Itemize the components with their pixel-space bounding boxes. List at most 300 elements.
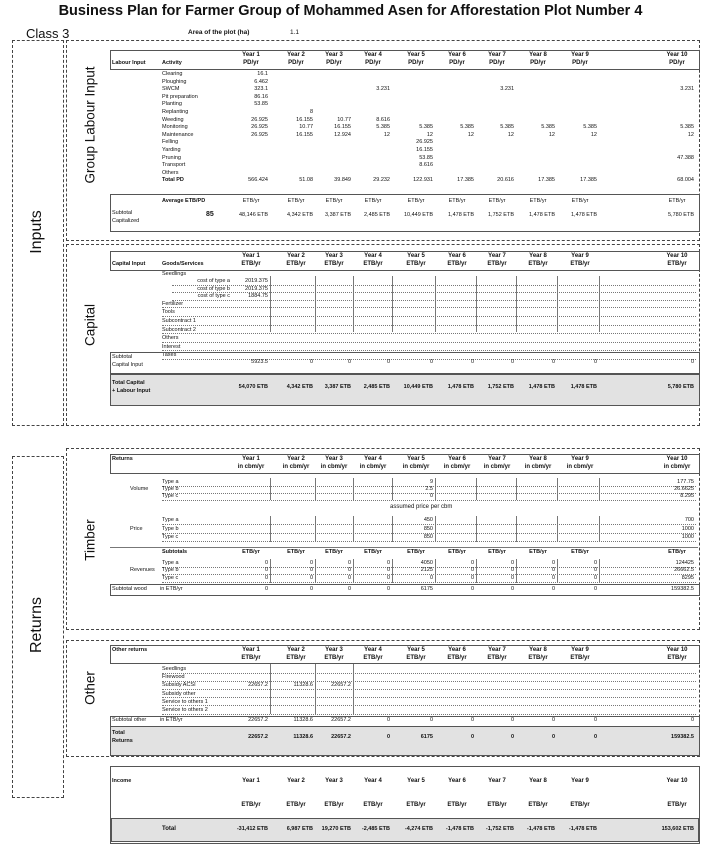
other-year-header: Year 7 bbox=[488, 647, 506, 653]
timber-revenue-cell: 0 bbox=[470, 575, 474, 581]
timber-etb-unit: ETB/yr bbox=[571, 549, 589, 555]
labour-cell: 8.616 bbox=[419, 162, 433, 169]
timber-year-header: Year 2 bbox=[287, 456, 305, 462]
labour-cell: 323.1 bbox=[254, 86, 268, 93]
other-year-header: Year 9 bbox=[571, 647, 589, 653]
labour-cell: 12 bbox=[426, 131, 433, 138]
column-rule bbox=[476, 276, 477, 332]
labour-unit-header: PD/yr bbox=[408, 60, 424, 66]
income-total-cell: -1,478 ETB bbox=[568, 826, 597, 832]
capital-year-header: Year 9 bbox=[571, 253, 589, 259]
seed-cost-value: 2019.375 bbox=[245, 285, 268, 292]
column-rule bbox=[557, 276, 558, 332]
timber-unit-header: in cbm/yr bbox=[443, 464, 471, 470]
subtotal-other-cell: 0 bbox=[510, 717, 514, 723]
timber-etb-unit: ETB/yr bbox=[242, 549, 260, 555]
subtotal-other-cell: 22657.2 bbox=[248, 717, 268, 723]
total-returns-cell: 159382.5 bbox=[671, 734, 694, 740]
capital-year-header: Year 3 bbox=[325, 253, 343, 259]
labour-subtotal-cell: 1,478 ETB bbox=[571, 212, 597, 218]
returns-section-label: Returns bbox=[28, 596, 45, 654]
total-returns-cell: 0 bbox=[470, 734, 474, 740]
timber-etb-unit: ETB/yr bbox=[488, 549, 506, 555]
timber-revenue-cell: 0 bbox=[551, 567, 555, 573]
labour-year-header: Year 7 bbox=[488, 52, 506, 58]
labour-cell: 5.385 bbox=[583, 124, 597, 131]
capital-subtotal-cell: 0 bbox=[551, 359, 555, 365]
labour-activity-label: Clearing bbox=[162, 71, 183, 77]
other-item-label: Service to others 1 bbox=[162, 698, 208, 705]
income-year-header: Year 1 bbox=[242, 778, 260, 784]
labour-etb-unit: ETB/yr bbox=[242, 198, 260, 204]
income-unit-header: ETB/yr bbox=[324, 802, 344, 808]
labour-cell: 5.385 bbox=[419, 124, 433, 131]
income-unit-header: ETB/yr bbox=[528, 802, 548, 808]
capital-subtotal-cell: 0 bbox=[470, 359, 474, 365]
other-unit-header: ETB/yr bbox=[447, 655, 467, 661]
total-capital-cell: 4,342 ETB bbox=[286, 384, 313, 390]
labour-etb-unit: ETB/yr bbox=[488, 198, 506, 204]
capital-unit-header: ETB/yr bbox=[667, 261, 687, 267]
column-rule bbox=[599, 516, 600, 542]
labour-cell: 16.155 bbox=[334, 124, 351, 131]
capital-item-label: Subcontract 2 bbox=[162, 326, 196, 333]
column-rule bbox=[476, 516, 477, 542]
income-total-cell: -1,478 ETB bbox=[526, 826, 555, 832]
column-rule bbox=[476, 559, 477, 583]
labour-activity-label: Others bbox=[162, 169, 179, 176]
capital-subtotal-cell: 0 bbox=[309, 359, 313, 365]
total-returns-cell: 0 bbox=[386, 734, 390, 740]
total-capital-cell: 1,752 ETB bbox=[487, 384, 514, 390]
labour-total-cell: 122.931 bbox=[413, 177, 433, 184]
other-item-label: Firewood bbox=[162, 674, 185, 681]
rule bbox=[162, 697, 696, 698]
timber-revenue-cell: 0 bbox=[429, 575, 433, 581]
income-total-cell: 153,602 ETB bbox=[661, 826, 694, 832]
capital-year-header: Year 6 bbox=[448, 253, 466, 259]
rule bbox=[162, 307, 696, 308]
column-rule bbox=[270, 478, 271, 500]
timber-revenue-cell: 0 bbox=[386, 567, 390, 573]
labour-unit-header: PD/yr bbox=[530, 60, 546, 66]
income-year-header: Year 2 bbox=[287, 778, 305, 784]
column-rule bbox=[516, 478, 517, 500]
labour-cell: 26.925 bbox=[251, 124, 268, 131]
avg-value: 85 bbox=[206, 211, 214, 218]
subtotal-wood-cell: 159382.5 bbox=[671, 586, 694, 592]
page-title: Business Plan for Farmer Group of Mohammed Asen for Afforestation Plot Number 4 bbox=[58, 3, 643, 19]
timber-unit-header: in cbm/yr bbox=[566, 464, 594, 470]
subtotal-other-label-1: Subtotal other bbox=[112, 717, 147, 723]
timber-year-header: Year 4 bbox=[364, 456, 382, 462]
labour-total-cell: 17.385 bbox=[538, 177, 555, 184]
labour-subtotal-cell: 1,478 ETB bbox=[448, 212, 474, 218]
timber-revenue-cell: 0 bbox=[510, 575, 514, 581]
other-unit-header: ETB/yr bbox=[487, 655, 507, 661]
income-year-header: Year 8 bbox=[529, 778, 547, 784]
income-total-cell: -2,485 ETB bbox=[361, 826, 390, 832]
capital-item-label: Tools bbox=[162, 309, 175, 316]
column-rule bbox=[392, 478, 393, 500]
area-value: 1.1 bbox=[290, 29, 300, 36]
column-rule bbox=[435, 276, 436, 332]
total-returns-cell: 22657.2 bbox=[248, 734, 268, 740]
labour-year-header: Year 8 bbox=[529, 52, 547, 58]
other-unit-header: ETB/yr bbox=[406, 655, 426, 661]
column-rule bbox=[599, 478, 600, 500]
revenue-type-label: Type b bbox=[162, 567, 179, 573]
total-returns-cell: 11328.6 bbox=[293, 734, 313, 740]
column-rule bbox=[392, 559, 393, 583]
other-unit-header: ETB/yr bbox=[363, 655, 383, 661]
timber-revenue-cell: 0 bbox=[593, 567, 597, 573]
rule bbox=[162, 342, 696, 343]
rule bbox=[162, 582, 696, 583]
subtotal-wood-label-1: Subtotal wood bbox=[112, 586, 147, 592]
timber-type-label: Type c bbox=[162, 493, 179, 499]
rule bbox=[162, 333, 696, 334]
labour-unit-header: PD/yr bbox=[365, 60, 381, 66]
column-rule bbox=[353, 559, 354, 583]
timber-etb-unit: ETB/yr bbox=[668, 549, 686, 555]
capital-unit-header: ETB/yr bbox=[324, 261, 344, 267]
capital-unit-header: ETB/yr bbox=[487, 261, 507, 267]
column-rule bbox=[557, 559, 558, 583]
timber-etb-unit: ETB/yr bbox=[448, 549, 466, 555]
timber-etb-unit: ETB/yr bbox=[407, 549, 425, 555]
subtotal-other-cell: 0 bbox=[429, 717, 433, 723]
labour-year-header: Year 6 bbox=[448, 52, 466, 58]
column-rule bbox=[516, 516, 517, 542]
timber-revenue-cell: 0 bbox=[551, 575, 555, 581]
column-rule bbox=[435, 559, 436, 583]
timber-revenue-cell: 0 bbox=[264, 567, 268, 573]
timber-etb-unit: ETB/yr bbox=[529, 549, 547, 555]
income-unit-header: ETB/yr bbox=[363, 802, 383, 808]
timber-etb-unit: ETB/yr bbox=[325, 549, 343, 555]
other-cell: 22657.2 bbox=[331, 682, 351, 689]
total-returns-cell: 0 bbox=[551, 734, 555, 740]
labour-activity-label: Pruning bbox=[162, 154, 181, 161]
subtotal-wood-cell: 0 bbox=[551, 586, 555, 592]
column-rule bbox=[557, 516, 558, 542]
labour-activity-label: Monitoring bbox=[162, 124, 188, 131]
subtotal-wood-cell: 0 bbox=[510, 586, 514, 592]
labour-corner: Labour Input bbox=[112, 60, 146, 66]
total-capital-cell: 2,485 ETB bbox=[363, 384, 390, 390]
labour-cell: 10.77 bbox=[337, 116, 351, 123]
other-year-header: Year 10 bbox=[666, 647, 688, 653]
total-returns-label-1: Total bbox=[112, 730, 125, 736]
revenues-label: Revenues bbox=[130, 567, 155, 573]
other-unit-header: ETB/yr bbox=[324, 655, 344, 661]
labour-etb-unit: ETB/yr bbox=[448, 198, 466, 204]
activity-header: Activity bbox=[162, 60, 182, 66]
labour-unit-header: PD/yr bbox=[288, 60, 304, 66]
capital-subtotal-cell: 0 bbox=[386, 359, 390, 365]
column-rule bbox=[353, 478, 354, 500]
income-total-cell: -4,274 ETB bbox=[404, 826, 433, 832]
inputs-section-label: Inputs bbox=[28, 210, 45, 254]
labour-unit-header: PD/yr bbox=[489, 60, 505, 66]
rule bbox=[162, 689, 696, 690]
subtotal-wood-label-2: in ETB/yr bbox=[160, 586, 183, 592]
labour-unit-header: PD/yr bbox=[449, 60, 465, 66]
labour-activity-label: Maintenance bbox=[162, 131, 194, 138]
seed-cost-label: cost of type b bbox=[197, 285, 230, 292]
timber-etb-unit: ETB/yr bbox=[364, 549, 382, 555]
other-unit-header: ETB/yr bbox=[286, 655, 306, 661]
area-label: Area of the plot (ha) bbox=[188, 29, 250, 36]
other-unit-header: ETB/yr bbox=[667, 655, 687, 661]
labour-cell: 5.385 bbox=[680, 124, 694, 131]
income-year-header: Year 4 bbox=[364, 778, 382, 784]
labour-cell: 86.16 bbox=[254, 93, 268, 100]
other-item-label: Subsidy other bbox=[162, 690, 196, 697]
timber-price-cell: 850 bbox=[423, 526, 433, 532]
capital-corner: Capital Input bbox=[112, 261, 146, 267]
capital-subtotal-cell: 0 bbox=[347, 359, 351, 365]
labour-cell: 12 bbox=[383, 131, 390, 138]
subtotal-other-label-2: in ETB/yr bbox=[160, 717, 183, 723]
timber-year-header: Year 10 bbox=[666, 456, 688, 462]
total-capital-cell: 1,478 ETB bbox=[570, 384, 597, 390]
timber-unit-header: in cbm/yr bbox=[524, 464, 552, 470]
timber-year-header: Year 1 bbox=[242, 456, 260, 462]
labour-subtotal-cell: 10,449 ETB bbox=[403, 212, 433, 218]
rule bbox=[162, 325, 696, 326]
revenue-type-label: Type c bbox=[162, 575, 179, 581]
labour-year-header: Year 1 bbox=[242, 52, 260, 58]
labour-etb-unit: ETB/yr bbox=[325, 198, 343, 204]
timber-revenue-cell: 0 bbox=[309, 575, 313, 581]
labour-activity-label: Replanting bbox=[162, 109, 189, 115]
total-returns-cell: 6175 bbox=[420, 734, 433, 740]
price-label: Price bbox=[130, 526, 143, 532]
labour-total-cell: 51.08 bbox=[299, 177, 313, 184]
column-rule bbox=[392, 516, 393, 542]
capital-unit-header: ETB/yr bbox=[363, 261, 383, 267]
total-returns-box bbox=[110, 726, 700, 756]
subtotal-other-cell: 0 bbox=[551, 717, 555, 723]
timber-unit-header: in cbm/yr bbox=[483, 464, 511, 470]
seedlings-label: Seedlings bbox=[162, 271, 187, 277]
capital-year-header: Year 8 bbox=[529, 253, 547, 259]
labour-year-header: Year 5 bbox=[407, 52, 425, 58]
timber-year-header: Year 5 bbox=[407, 456, 425, 462]
timber-price-cell: 450 bbox=[423, 517, 433, 523]
timber-year-header: Year 8 bbox=[529, 456, 547, 462]
income-total-label: Total bbox=[162, 826, 176, 832]
column-rule bbox=[599, 559, 600, 583]
labour-year-header: Year 10 bbox=[666, 52, 688, 58]
capital-year-header: Year 2 bbox=[287, 253, 305, 259]
total-capital-cell: 54,070 ETB bbox=[238, 384, 268, 390]
column-rule bbox=[270, 276, 271, 332]
labour-subtotal-cell: 2,485 ETB bbox=[364, 212, 390, 218]
labour-cell: 3.231 bbox=[680, 86, 694, 93]
other-year-header: Year 2 bbox=[287, 647, 305, 653]
subtotal-other-cell: 0 bbox=[470, 717, 474, 723]
rule bbox=[110, 547, 698, 548]
timber-revenue-cell: 0 bbox=[510, 567, 514, 573]
labour-cell: 3.231 bbox=[500, 86, 514, 93]
income-unit-header: ETB/yr bbox=[487, 802, 507, 808]
income-unit-header: ETB/yr bbox=[406, 802, 426, 808]
labour-cell: 53.85 bbox=[419, 154, 433, 161]
timber-revenue-cell: 0 bbox=[264, 575, 268, 581]
labour-total-cell: 29.232 bbox=[373, 177, 390, 184]
other-unit-header: ETB/yr bbox=[570, 655, 590, 661]
timber-revenue-cell: 8295 bbox=[681, 575, 694, 581]
income-unit-header: ETB/yr bbox=[241, 802, 261, 808]
column-rule bbox=[516, 276, 517, 332]
timber-unit-header: in cbm/yr bbox=[663, 464, 691, 470]
other-cell: 11328.6 bbox=[293, 682, 313, 689]
capital-year-header: Year 7 bbox=[488, 253, 506, 259]
labour-activity-label: Transport bbox=[162, 162, 186, 169]
timber-revenue-cell: 0 bbox=[347, 575, 351, 581]
capital-subtotal-cell: 5923.5 bbox=[251, 359, 268, 365]
total-returns-cell: 0 bbox=[510, 734, 514, 740]
labour-cell: 26.925 bbox=[416, 139, 433, 146]
column-rule bbox=[270, 559, 271, 583]
labour-activity-label: Pit preparation bbox=[162, 93, 198, 100]
subtotal-other-cell: 0 bbox=[593, 717, 597, 723]
labour-cell: 12 bbox=[467, 131, 474, 138]
subtotal-wood-cell: 0 bbox=[347, 586, 351, 592]
timber-revenue-cell: 0 bbox=[309, 560, 313, 566]
assumed-price-note: assumed price per cbm bbox=[390, 504, 453, 510]
labour-total-cell: 20.616 bbox=[497, 177, 514, 184]
capital-unit-header: ETB/yr bbox=[286, 261, 306, 267]
labour-etb-unit: ETB/yr bbox=[287, 198, 305, 204]
rule bbox=[162, 673, 696, 674]
labour-cell: 47.388 bbox=[677, 154, 694, 161]
capital-item-label: Interest bbox=[162, 343, 181, 350]
labour-cell: 26.925 bbox=[251, 116, 268, 123]
timber-revenue-cell: 0 bbox=[551, 560, 555, 566]
capital-unit-header: ETB/yr bbox=[528, 261, 548, 267]
timber-volume-cell: 26.6625 bbox=[674, 486, 694, 492]
timber-type-label: Type b bbox=[162, 486, 179, 492]
labour-year-header: Year 4 bbox=[364, 52, 382, 58]
labour-year-header: Year 9 bbox=[571, 52, 589, 58]
column-rule bbox=[599, 276, 600, 332]
labour-subtotal-cell: 1,752 ETB bbox=[488, 212, 514, 218]
subtotal-other-cell: 0 bbox=[690, 717, 694, 723]
labour-cell: 12 bbox=[507, 131, 514, 138]
labour-subtotal-cell: 48,146 ETB bbox=[238, 212, 268, 218]
column-rule bbox=[315, 664, 316, 714]
column-rule bbox=[353, 516, 354, 542]
labour-cell: 16.155 bbox=[416, 147, 433, 153]
labour-cell: 5.385 bbox=[541, 124, 555, 131]
labour-cell: 8 bbox=[309, 109, 313, 115]
labour-cell: 6.462 bbox=[254, 78, 268, 85]
labour-cell: 12 bbox=[590, 131, 597, 138]
capital-section-label: Capital bbox=[82, 303, 98, 347]
labour-activity-label: Felling bbox=[162, 139, 179, 146]
seed-cost-label: cost of type a bbox=[197, 278, 230, 284]
subtotal-other-cell: 11328.6 bbox=[293, 717, 313, 723]
income-unit-header: ETB/yr bbox=[667, 802, 687, 808]
other-item-label: Subsidy ACSI bbox=[162, 682, 196, 689]
other-year-header: Year 3 bbox=[325, 647, 343, 653]
other-year-header: Year 4 bbox=[364, 647, 382, 653]
timber-volume-cell: 0 bbox=[429, 493, 433, 499]
subtotal-wood-cell: 0 bbox=[309, 586, 313, 592]
volume-label: Volume bbox=[130, 486, 149, 492]
labour-etb-unit: ETB/yr bbox=[364, 198, 382, 204]
timber-unit-header: in cbm/yr bbox=[359, 464, 387, 470]
price-type-label: Type a bbox=[162, 517, 179, 523]
income-total-cell: -1,478 ETB bbox=[445, 826, 474, 832]
timber-revenue-cell: 0 bbox=[386, 560, 390, 566]
goods-header: Goods/Services bbox=[162, 261, 204, 267]
seed-cost-value: 2019.375 bbox=[245, 278, 268, 284]
labour-activity-label: Planting bbox=[162, 101, 182, 108]
capital-item-label: Fertilizer bbox=[162, 300, 184, 307]
income-total-cell: 19,270 ETB bbox=[321, 826, 351, 832]
timber-volume-cell: 2.5 bbox=[425, 486, 433, 492]
column-rule bbox=[392, 276, 393, 332]
labour-unit-header: PD/yr bbox=[243, 60, 259, 66]
column-rule bbox=[353, 276, 354, 332]
timber-volume-cell: 177.75 bbox=[677, 479, 694, 485]
income-year-header: Year 3 bbox=[325, 778, 343, 784]
income-total-cell: 6,987 ETB bbox=[286, 826, 313, 832]
labour-cell: 16.155 bbox=[296, 131, 313, 138]
capital-year-header: Year 4 bbox=[364, 253, 382, 259]
timber-revenue-cell: 0 bbox=[510, 560, 514, 566]
capital-item-label: Subcontract 1 bbox=[162, 318, 196, 324]
timber-volume-cell: 9 bbox=[429, 479, 433, 485]
labour-cell: 5.385 bbox=[500, 124, 514, 131]
subtotal-wood-cell: 0 bbox=[593, 586, 597, 592]
income-year-header: Year 10 bbox=[666, 778, 688, 784]
column-rule bbox=[315, 559, 316, 583]
labour-section-label: Group Labour Input bbox=[82, 66, 98, 184]
labour-total-cell: 17.385 bbox=[580, 177, 597, 184]
labour-activity-label: Weeding bbox=[162, 116, 184, 123]
avg-label: Average ETB/PD bbox=[162, 198, 206, 204]
labour-cell: 16.155 bbox=[296, 116, 313, 123]
timber-year-header: Year 9 bbox=[571, 456, 589, 462]
timber-unit-header: in cbm/yr bbox=[237, 464, 265, 470]
class-label: Class 3 bbox=[26, 26, 70, 41]
column-rule bbox=[516, 559, 517, 583]
price-type-label: Type b bbox=[162, 526, 179, 532]
other-year-header: Year 8 bbox=[529, 647, 547, 653]
total-returns-cell: 22657.2 bbox=[331, 734, 351, 740]
labour-total-cell: 566.424 bbox=[248, 177, 268, 184]
income-year-header: Year 9 bbox=[571, 778, 589, 784]
labour-unit-header: PD/yr bbox=[572, 60, 588, 66]
capital-subtotal-label-2: Capital Input bbox=[112, 362, 143, 368]
income-year-header: Year 5 bbox=[407, 778, 425, 784]
labour-etb-unit: ETB/yr bbox=[571, 198, 589, 204]
capital-subtotal-cell: 0 bbox=[593, 359, 597, 365]
subtotal-wood-cell: 0 bbox=[264, 586, 268, 592]
timber-corner: Returns bbox=[112, 456, 133, 462]
timber-price-cell: 1000 bbox=[681, 526, 694, 532]
rule bbox=[172, 300, 696, 301]
other-unit-header: ETB/yr bbox=[528, 655, 548, 661]
capital-unit-header: ETB/yr bbox=[570, 261, 590, 267]
other-year-header: Year 6 bbox=[448, 647, 466, 653]
